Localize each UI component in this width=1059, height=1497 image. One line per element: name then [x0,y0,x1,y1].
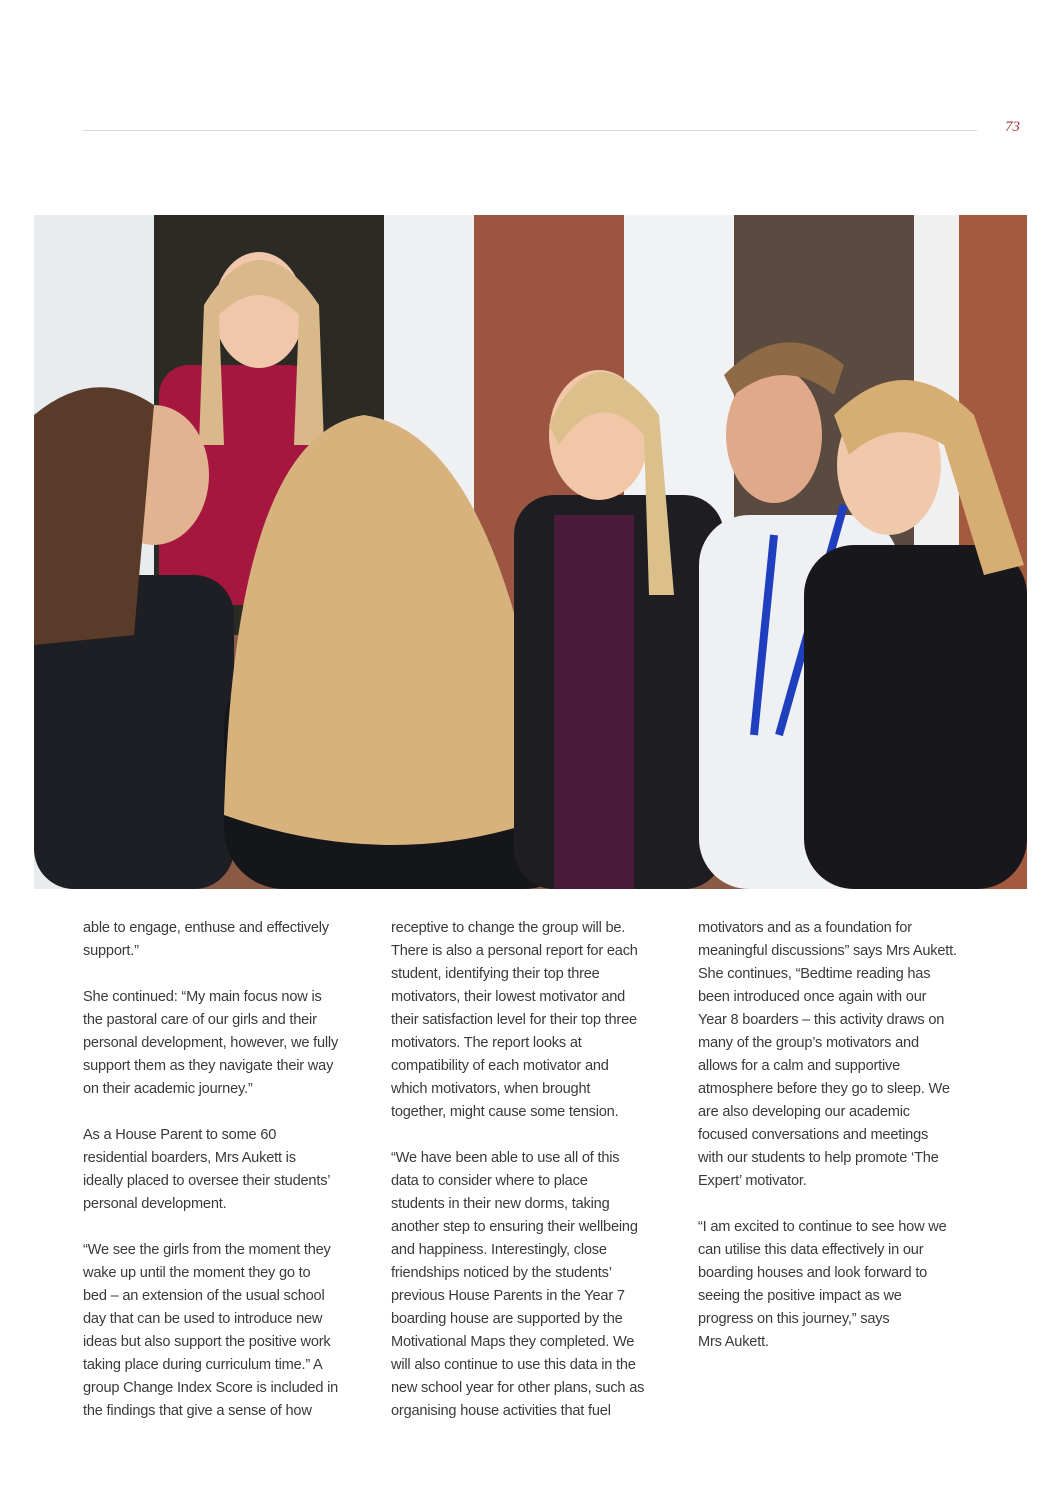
text-line: allows for a calm and supportive [698,1058,901,1074]
text-line: motivators. The report looks at [391,1035,582,1051]
text-line: the findings that give a sense of how [83,1403,312,1419]
text-column-3 [698,917,998,1377]
text-line: residential boarders, Mrs Aukett is [83,1150,296,1166]
text-line: student, identifying their top three [391,966,600,982]
text-line: group Change Index Score is included in [83,1380,339,1396]
text-line: day that can be used to introduce new [83,1311,323,1327]
text-line: progress on this journey,” says [698,1311,890,1327]
header-rule [83,130,977,131]
text-line: together, might cause some tension. [391,1104,619,1120]
text-line: motivators, their lowest motivator and [391,989,626,1005]
text-line: “We have been able to use all of this [391,1150,620,1166]
text-line: on their academic journey.” [83,1081,253,1097]
text-line: able to engage, enthuse and effectively [83,920,329,936]
text-line: receptive to change the group will be. [391,920,626,936]
text-line: compatibility of each motivator and [391,1058,609,1074]
text-line: been introduced once again with our [698,989,927,1005]
text-line: personal development. [83,1196,227,1212]
text-line: students in their new dorms, taking [391,1196,610,1212]
paragraph [83,917,383,963]
text-line: wake up until the moment they go to [83,1265,311,1281]
text-line: She continued: “My main focus now is [83,989,322,1005]
text-line: data to consider where to place [391,1173,588,1189]
text-line: will also continue to use this data in the [391,1357,636,1373]
text-line: bed – an extension of the usual school [83,1288,325,1304]
text-line: boarding houses and look forward to [698,1265,928,1281]
text-line: previous House Parents in the Year 7 [391,1288,625,1304]
text-line: ideally placed to oversee their students’ [83,1173,331,1189]
text-line: new school year for other plans, such as [391,1380,645,1396]
text-line: boarding house are supported by the [391,1311,623,1327]
paragraph [391,917,691,1124]
text-column-2 [391,917,691,1446]
text-line: “I am excited to continue to see how we [698,1219,947,1235]
text-line: taking place during curriculum time.” A [83,1357,323,1373]
text-line: which motivators, when brought [391,1081,591,1097]
paragraph [83,986,383,1101]
text-line: There is also a personal report for each [391,943,638,959]
text-line: many of the group’s motivators and [698,1035,919,1051]
text-line: meaningful discussions” says Mrs Aukett. [698,943,957,959]
text-line: organising house activities that fuel [391,1403,611,1419]
text-line: Motivational Maps they completed. We [391,1334,635,1350]
text-line: support them as they navigate their way [83,1058,334,1074]
text-line: are also developing our academic [698,1104,910,1120]
text-line: support.” [83,943,139,959]
text-line: another step to ensuring their wellbeing [391,1219,638,1235]
text-line: personal development, however, we fully [83,1035,339,1051]
text-line: and happiness. Interestingly, close [391,1242,607,1258]
text-line: the pastoral care of our girls and their [83,1012,317,1028]
paragraph [83,1124,383,1216]
text-line: focused conversations and meetings [698,1127,929,1143]
paragraph [391,1147,691,1423]
text-line: She continues, “Bedtime reading has [698,966,931,982]
text-line: Year 8 boarders – this activity draws on [698,1012,945,1028]
text-line: motivators and as a foundation for [698,920,912,936]
paragraph [698,917,998,1193]
paragraph [698,1216,998,1354]
text-column-1 [83,917,383,1446]
text-line: Mrs Aukett. [698,1334,769,1350]
text-line: As a House Parent to some 60 [83,1127,277,1143]
paragraph [83,1239,383,1423]
text-line: ideas but also support the positive work [83,1334,331,1350]
page-number: 73 [1005,119,1020,135]
text-line: with our students to help promote ‘The [698,1150,939,1166]
text-line: atmosphere before they go to sleep. We [698,1081,950,1097]
text-line: Expert’ motivator. [698,1173,807,1189]
text-line: seeing the positive impact as we [698,1288,902,1304]
text-line: can utilise this data effectively in our [698,1242,924,1258]
text-line: friendships noticed by the students’ [391,1265,612,1281]
photo-staff-and-students [34,215,1027,889]
text-line: “We see the girls from the moment they [83,1242,331,1258]
text-line: their satisfaction level for their top three [391,1012,637,1028]
